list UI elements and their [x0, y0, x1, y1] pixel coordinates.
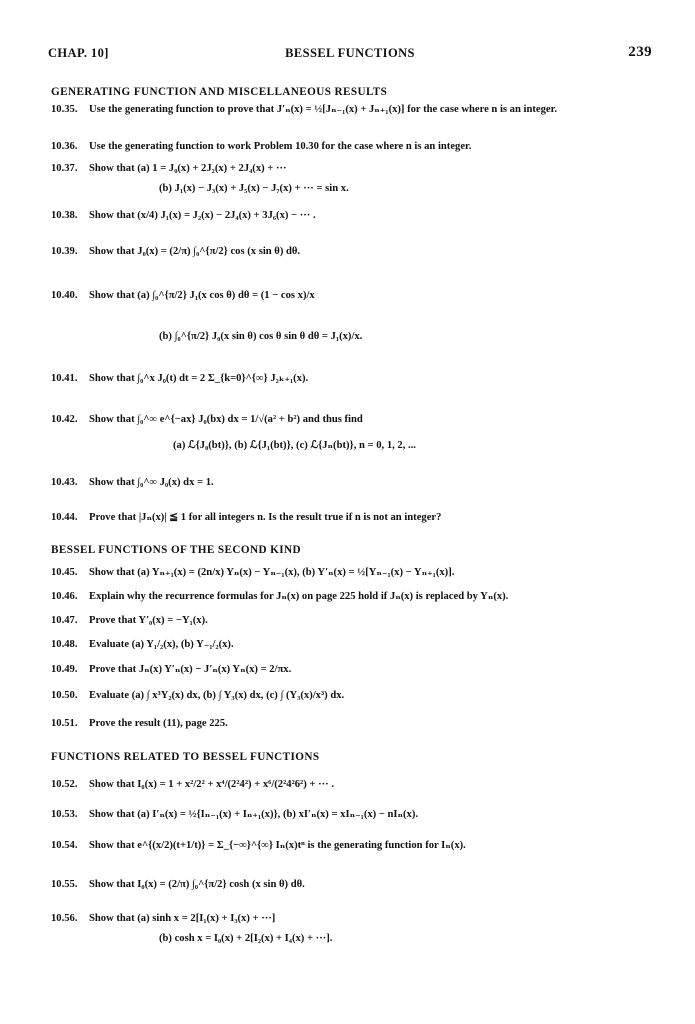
problem-number: 10.43.: [51, 477, 78, 488]
problem-number: 10.40.: [51, 290, 78, 301]
problem-text: Show that I₀(x) = (2/π) ∫₀^{π/2} cosh (x sin θ) dθ.: [89, 879, 305, 890]
problem-text: (b) cosh x = I₀(x) + 2[I₂(x) + I₄(x) + ···].: [159, 933, 333, 944]
problem-text: Prove the result (11), page 225.: [89, 718, 228, 729]
problem-text: (b) ∫₀^{π/2} J₀(x sin θ) cos θ sin θ dθ = J₁(x)/x.: [159, 331, 363, 342]
problem-text: (b) J₁(x) − J₃(x) + J₅(x) − J₇(x) + ··· = sin x.: [159, 183, 349, 194]
problem-number: 10.35.: [51, 104, 78, 115]
problem-number: 10.46.: [51, 591, 78, 602]
problem-text: Explain why the recurrence formulas for Jₙ(x) on page 225 hold if Jₙ(x) is replaced by Yₙ(x).: [89, 591, 509, 602]
page-header: [48, 46, 652, 66]
problem-text: Show that ∫₀^∞ J₀(x) dx = 1.: [89, 477, 214, 488]
problem-number: 10.53.: [51, 809, 78, 820]
problem-number: 10.51.: [51, 718, 78, 729]
problem-number: 10.38.: [51, 210, 78, 221]
problem-text: Show that (a) I′ₙ(x) = ½{Iₙ₋₁(x) + Iₙ₊₁(x)}, (b) xI′ₙ(x) = xIₙ₋₁(x) − nIₙ(x).: [89, 809, 419, 820]
problem-number: 10.45.: [51, 567, 78, 578]
problem-text: Show that (a) ∫₀^{π/2} J₁(x cos θ) dθ = (1 − cos x)/x: [89, 290, 315, 301]
problem-text: Show that e^{(x/2)(t+1/t)} = Σ_{−∞}^{∞} Iₙ(x)tⁿ is the generating function for Iₙ(x).: [89, 840, 466, 851]
problem-number: 10.52.: [51, 779, 78, 790]
problem-number: 10.37.: [51, 163, 78, 174]
problem-text: Show that J₀(x) = (2/π) ∫₀^{π/2} cos (x sin θ) dθ.: [89, 246, 301, 257]
problem-text: Evaluate (a) ∫ x³Y₂(x) dx, (b) ∫ Y₃(x) dx, (c) ∫ (Y₃(x)/x³) dx.: [89, 690, 345, 701]
problem-number: 10.54.: [51, 840, 78, 851]
problem-number: 10.42.: [51, 414, 78, 425]
problem-number: 10.48.: [51, 639, 78, 650]
problem-number: 10.44.: [51, 512, 78, 523]
problem-text: Evaluate (a) Y₁/₂(x), (b) Y₋₁/₂(x).: [89, 639, 234, 650]
problem-number: 10.50.: [51, 690, 78, 701]
section-heading: GENERATING FUNCTION AND MISCELLANEOUS RESULTS: [51, 86, 388, 98]
problem-text: Prove that Jₙ(x) Y′ₙ(x) − J′ₙ(x) Yₙ(x) = 2/πx.: [89, 664, 292, 675]
chapter-label: CHAP. 10]: [48, 46, 109, 60]
problem-text: Prove that Y′₀(x) = −Y₁(x).: [89, 615, 208, 626]
problem-number: 10.47.: [51, 615, 78, 626]
problem-text: Prove that |Jₙ(x)| ≦ 1 for all integers n. Is the result true if n is not an integer?: [89, 512, 442, 523]
problem-number: 10.39.: [51, 246, 78, 257]
running-title: BESSEL FUNCTIONS: [285, 46, 415, 60]
problem-number: 10.49.: [51, 664, 78, 675]
problem-number: 10.56.: [51, 913, 78, 924]
section-heading: FUNCTIONS RELATED TO BESSEL FUNCTIONS: [51, 751, 320, 763]
problem-text: Show that (a) Yₙ₊₁(x) = (2n/x) Yₙ(x) − Yₙ₋₁(x), (b) Y′ₙ(x) = ½[Yₙ₋₁(x) − Yₙ₊₁(x)].: [89, 567, 455, 578]
problem-text: Show that (a) sinh x = 2[I₁(x) + I₃(x) + ···]: [89, 913, 276, 924]
problem-text: Show that ∫₀^∞ e^{−ax} J₀(bx) dx = 1/√(a² + b²) and thus find: [89, 414, 363, 425]
page-number: 239: [628, 44, 652, 60]
problem-text: Show that I₀(x) = 1 + x²/2² + x⁴/(2²4²) + x⁶/(2²4²6²) + ··· .: [89, 779, 334, 790]
problem-text: Show that (x/4) J₁(x) = J₂(x) − 2J₄(x) + 3J₆(x) − ··· .: [89, 210, 316, 221]
problem-text: (a) ℒ{J₀(bt)}, (b) ℒ{J₁(bt)}, (c) ℒ{Jₙ(bt)}, n = 0, 1, 2, ...: [173, 440, 416, 451]
problem-number: 10.41.: [51, 373, 78, 384]
problem-text: Show that (a) 1 = J₀(x) + 2J₂(x) + 2J₄(x) + ···: [89, 163, 287, 174]
section-heading: BESSEL FUNCTIONS OF THE SECOND KIND: [51, 544, 301, 556]
problem-text: Show that ∫₀^x J₀(t) dt = 2 Σ_{k=0}^{∞} J₂ₖ₊₁(x).: [89, 373, 309, 384]
problem-number: 10.55.: [51, 879, 78, 890]
problem-number: 10.36.: [51, 141, 78, 152]
problem-text: Use the generating function to work Problem 10.30 for the case where n is an integer.: [89, 141, 472, 152]
problem-text: Use the generating function to prove that J′ₙ(x) = ½[Jₙ₋₁(x) + Jₙ₊₁(x)] for the case where n is an integer.: [89, 104, 557, 115]
